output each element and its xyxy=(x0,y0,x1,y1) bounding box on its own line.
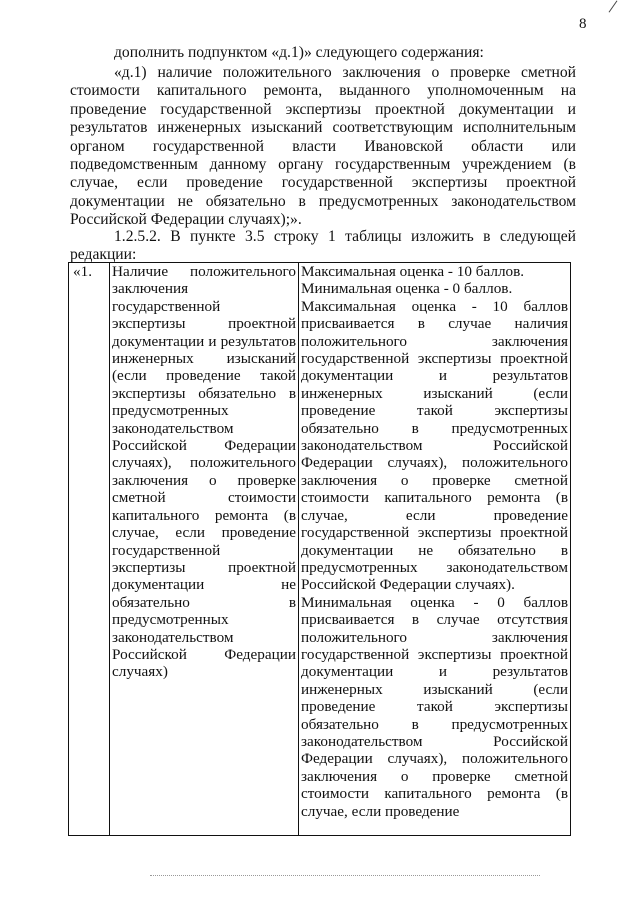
scan-artifact-line xyxy=(150,875,540,877)
table-row xyxy=(69,263,571,836)
row-number-cell: «1. xyxy=(69,263,110,836)
corner-mark xyxy=(609,0,618,12)
paragraph-clause-1-2-5-2: 1.2.5.2. В пункте 3.5 строку 1 таблицы изложить в следующей редакции: xyxy=(70,228,576,264)
score-max-description: Максимальная оценка - 10 баллов присваивается в случае наличия положительного заключения государственной экспертизы проектной документации и результатов инженерных изысканий (если проведение такой экспертизы обязательно в предусмотренных законодательством Российской Федерации случаях), положительного заключения о проверке сметной стоимости капитального ремонта (в случае, если проведение государственной экспертизы проектной документации не обязательно в предусмотренных законодательством Российской Федерации случаях). xyxy=(301,297,568,594)
criteria-table xyxy=(68,262,571,836)
score-max: Максимальная оценка - 10 баллов. xyxy=(301,263,525,280)
score-min: Минимальная оценка - 0 баллов. xyxy=(301,280,513,298)
criterion-cell: Наличие положительного заключения государственной экспертизы проектной документации и результатов инженерных изысканий (если проведение такой экспертизы обязательно в предусмотренных законодательством Российской Федерации случаях), положительного заключения о проверке сметной стоимости капитального ремонта (в случае, если проведение государственной экспертизы проектной документации не обязательно в предусмотренных законодательством Российской Федерации случаях) xyxy=(110,263,299,836)
score-cell xyxy=(299,263,571,836)
paragraph-intro: дополнить подпунктом «д.1)» следующего содержания: xyxy=(114,44,484,61)
page-number: 8 xyxy=(579,16,587,32)
paragraph-subclause-d1: «д.1) наличие положительного заключения о проверке сметной стоимости капитального ремонта, выданного уполномоченным на проведение государственной экспертизы проектной документации и результатов инженерных изысканий соответствующим исполнительным органом государственной власти Ивановской области или подведомственным данному органу государственным учреждением (в случае, если проведение государственной экспертизы проектной документации не обязательно в предусмотренных законодательством Российской Федерации случаях);». xyxy=(70,64,576,229)
score-min-description: Минимальная оценка - 0 баллов присваивается в случае отсутствия положительного заключения государственной экспертизы проектной документации и результатов инженерных изысканий (если проведение такой экспертизы обязательно в предусмотренных законодательством Российской Федерации случаях), положительного заключения о проверке сметной стоимости капитального ремонта (в случае, если проведение xyxy=(301,593,568,820)
